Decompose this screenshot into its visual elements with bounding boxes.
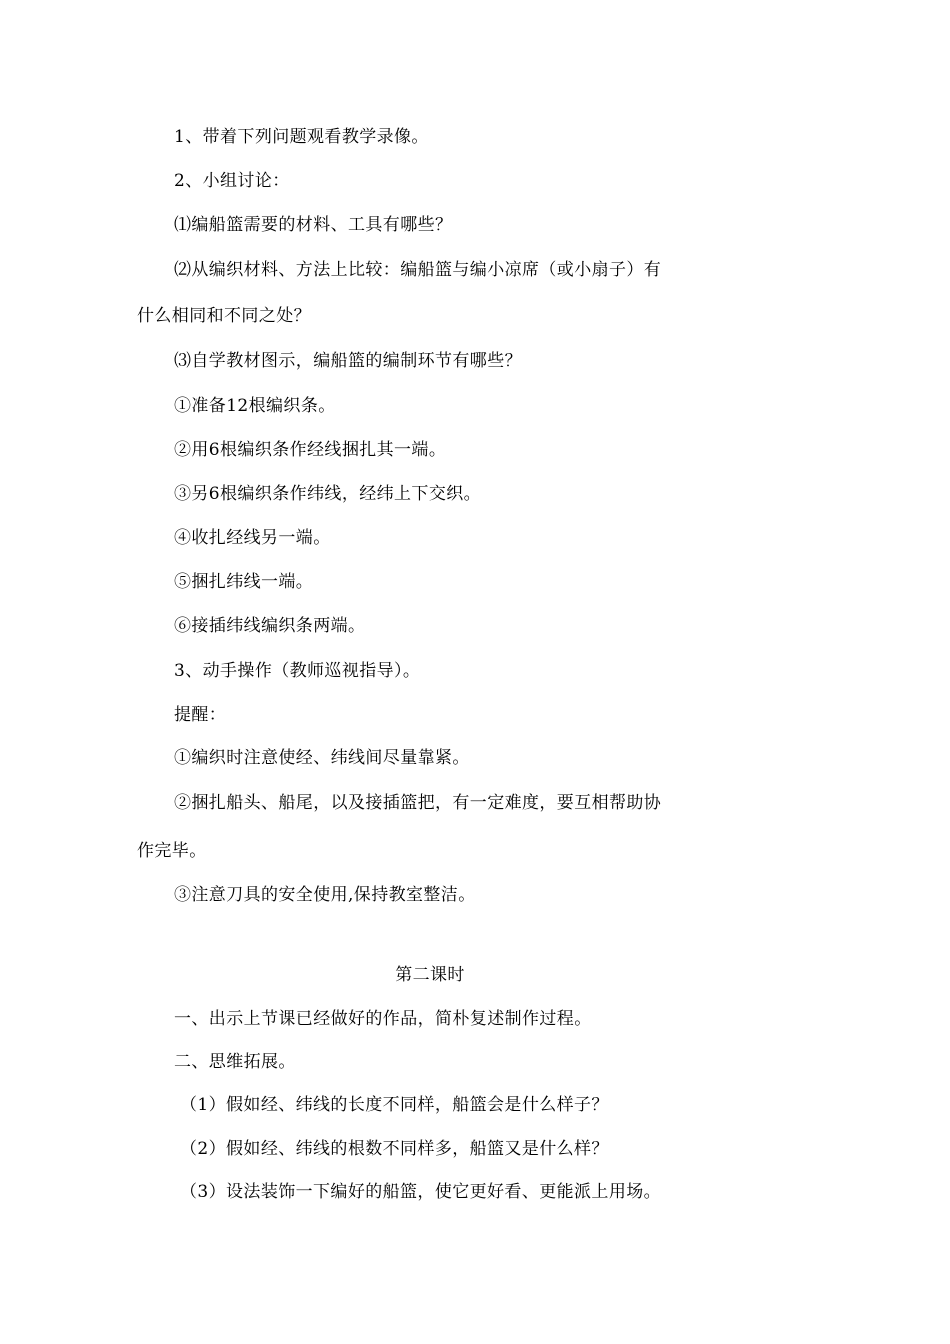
- substep-3-line: ③另6根编织条作纬线，经纬上下交织。: [174, 484, 482, 504]
- section-heading: 第二课时: [395, 965, 465, 985]
- substep-6-line: ⑥接插纬线编织条两端。: [174, 616, 366, 636]
- step-2-line: 2、小组讨论：: [174, 171, 290, 191]
- reminder-3-line: ③注意刀具的安全使用,保持教室整洁。: [174, 885, 476, 905]
- substep-2-line: ②用6根编织条作经线捆扎其一端。: [174, 440, 447, 460]
- question-3-line: ⑶自学教材图示，编船篮的编制环节有哪些？: [174, 351, 522, 371]
- substep-4-line: ④收扎经线另一端。: [174, 528, 331, 548]
- question-2-continuation: 什么相同和不同之处？: [137, 306, 311, 326]
- question-2-line: ⑵从编织材料、方法上比较：编船篮与编小凉席（或小扇子）有: [174, 260, 662, 280]
- reminder-heading: 提醒：: [174, 705, 227, 725]
- extension-2-line: （2）假如经、纬线的根数不同样多，船篮又是什么样？: [180, 1139, 609, 1159]
- substep-5-line: ⑤捆扎纬线一端。: [174, 572, 314, 592]
- reminder-2-continuation: 作完毕。: [137, 841, 207, 861]
- step-3-line: 3、动手操作（教师巡视指导）。: [174, 661, 421, 681]
- reminder-1-line: ①编织时注意使经、纬线间尽量靠紧。: [174, 748, 470, 768]
- part-2-line: 二、思维拓展。: [174, 1052, 296, 1072]
- extension-3-line: （3）设法装饰一下编好的船篮，使它更好看、更能派上用场。: [180, 1182, 662, 1202]
- reminder-2-line: ②捆扎船头、船尾，以及接插篮把，有一定难度，要互相帮助协: [174, 793, 662, 813]
- substep-1-line: ①准备12根编织条。: [174, 396, 336, 416]
- extension-1-line: （1）假如经、纬线的长度不同样，船篮会是什么样子？: [180, 1095, 609, 1115]
- part-1-line: 一、出示上节课已经做好的作品，简朴复述制作过程。: [174, 1009, 592, 1029]
- question-1-line: ⑴编船篮需要的材料、工具有哪些？: [174, 215, 453, 235]
- step-1-line: 1、带着下列问题观看教学录像。: [174, 127, 429, 147]
